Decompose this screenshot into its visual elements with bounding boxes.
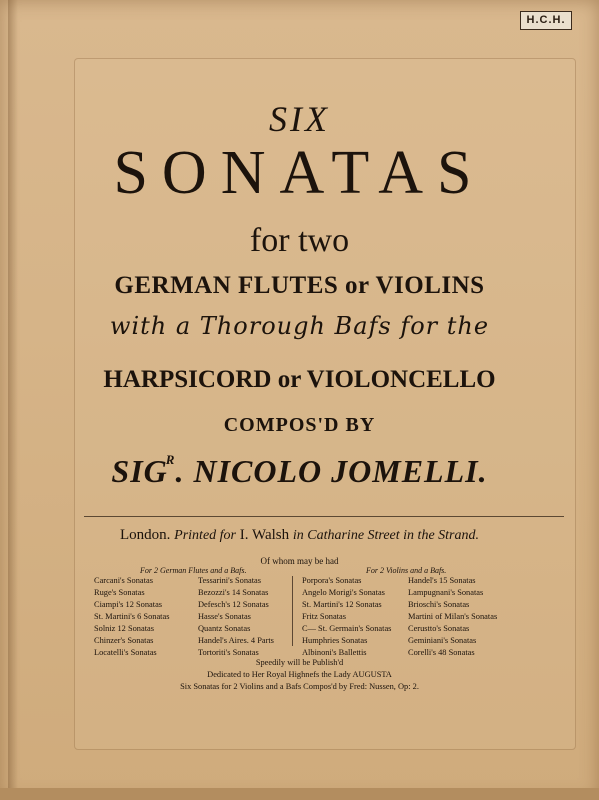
shelfmark-label: H.C.H. bbox=[520, 11, 572, 30]
catalogue-item: Corelli's 48 Sonatas bbox=[408, 648, 475, 657]
catalogue-item: Tortoriti's Sonatas bbox=[198, 648, 259, 657]
catalogue-item: Lampugnani's Sonatas bbox=[408, 588, 484, 597]
catalogue-item: C— St. Germain's Sonatas bbox=[302, 624, 392, 633]
composer-prefix: SIG bbox=[111, 453, 168, 489]
title-thorough-bass: with a Thorough Bafs for the bbox=[109, 312, 490, 340]
catalogue-item: Porpora's Sonatas bbox=[302, 576, 362, 585]
catalogue-item: Geminiani's Sonatas bbox=[408, 636, 477, 645]
divider-rule bbox=[84, 516, 564, 517]
composer-line bbox=[0, 452, 599, 490]
title-composd-by: COMPOS'D BY bbox=[223, 414, 376, 436]
footer-speedily: Speedily will be Publish'd bbox=[255, 658, 344, 667]
catalogue-item: St. Martini's 6 Sonatas bbox=[94, 612, 170, 621]
catalogue-item: St. Martini's 12 Sonatas bbox=[302, 600, 382, 609]
catalogue-item: Handel's Aires. 4 Parts bbox=[198, 636, 274, 645]
catalogue-item: Defesch's 12 Sonatas bbox=[198, 600, 269, 609]
catalogue-item: Ruge's Sonatas bbox=[94, 588, 145, 597]
catalogue-item: Hasse's Sonatas bbox=[198, 612, 251, 621]
catalogue-item: Fritz Sonatas bbox=[302, 612, 346, 621]
catalogue-item: Bezozzi's 14 Sonatas bbox=[198, 588, 269, 597]
catalogue-col-3 bbox=[302, 575, 391, 659]
imprint-address: in Catharine Street in the Strand. bbox=[292, 528, 479, 543]
catalogue-head-flutes: For 2 German Flutes and a Bafs. bbox=[140, 566, 247, 575]
footer-dedication: Dedicated to Her Royal Highnefs the Lady AUGUSTA bbox=[207, 670, 392, 679]
catalogue-item: Handel's 15 Sonatas bbox=[408, 576, 476, 585]
catalogue-col-1 bbox=[94, 575, 170, 659]
catalogue-item: Carcani's Sonatas bbox=[94, 576, 153, 585]
catalogue-item: Locatelli's Sonatas bbox=[94, 648, 157, 657]
catalogue-item: Brioschi's Sonatas bbox=[408, 600, 470, 609]
catalogue-head-violins: For 2 Violins and a Bafs. bbox=[366, 566, 447, 575]
footer-six-sonatas: Six Sonatas for 2 Violins and a Bafs Compos'd by Fred: Nussen, Op: 2. bbox=[180, 682, 419, 691]
imprint-city: London. bbox=[120, 527, 171, 543]
catalogue-item: Albinoni's Ballettis bbox=[302, 648, 367, 657]
catalogue-col-2 bbox=[198, 575, 274, 659]
catalogue-item: Chinzer's Sonatas bbox=[94, 636, 154, 645]
catalogue-item: Tessarini's Sonatas bbox=[198, 576, 262, 585]
title-sonatas: SONATAS bbox=[113, 139, 486, 207]
page-bottom-edge bbox=[0, 788, 599, 800]
catalogue-item: Solniz 12 Sonatas bbox=[94, 624, 155, 633]
imprint-printed-for: Printed for bbox=[174, 528, 237, 543]
title-instruments: GERMAN FLUTES or VIOLINS bbox=[114, 272, 485, 299]
title-six: SIX bbox=[269, 99, 330, 139]
catalogue-item: Quantz Sonatas bbox=[198, 624, 251, 633]
catalogue-col-4 bbox=[408, 575, 497, 659]
title-bass-instruments: HARPSICORD or VIOLONCELLO bbox=[103, 366, 496, 393]
catalogue-item: Humphries Sonatas bbox=[302, 636, 368, 645]
imprint-line bbox=[0, 527, 599, 544]
catalogue-item: Angelo Morigi's Sonatas bbox=[302, 588, 385, 597]
catalogue-item: Martini of Milan's Sonatas bbox=[408, 612, 498, 621]
catalogue-column-rule bbox=[292, 576, 293, 646]
catalogue-item: Cerustto's Sonatas bbox=[408, 624, 470, 633]
composer-name: . NICOLO JOMELLI. bbox=[175, 453, 488, 489]
title-for-two: for two bbox=[249, 222, 350, 259]
catalogue-item: Ciampi's 12 Sonatas bbox=[94, 600, 163, 609]
catalogue-intro: Of whom may be had bbox=[260, 556, 339, 566]
imprint-publisher: I. Walsh bbox=[239, 527, 290, 543]
composer-prefix-sup: R bbox=[165, 452, 176, 467]
